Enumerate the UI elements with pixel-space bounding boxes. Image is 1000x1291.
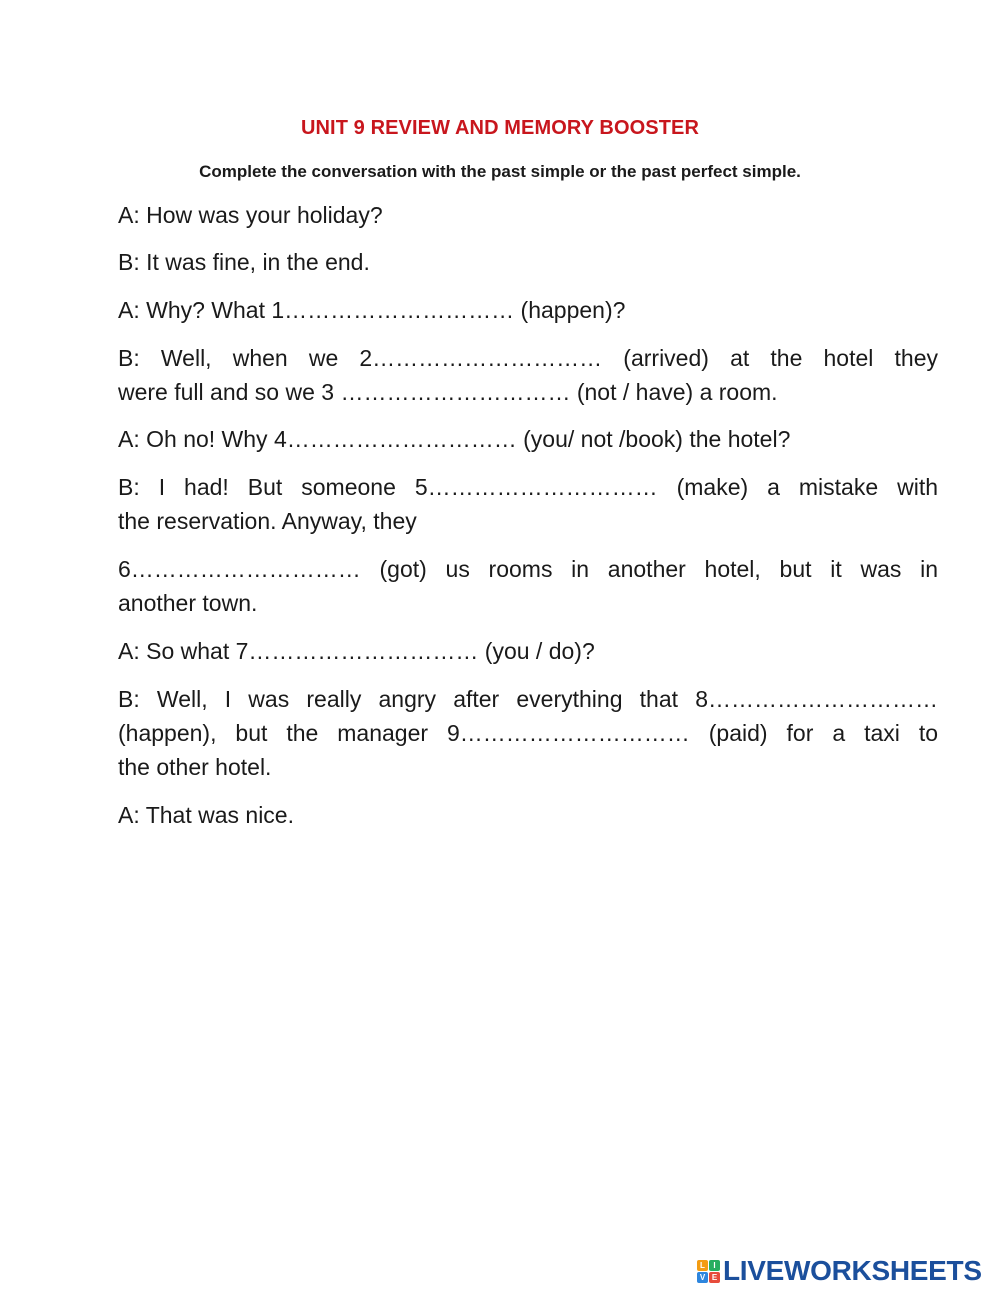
logo-mark-cell: I <box>709 1260 720 1271</box>
liveworksheets-logo-icon <box>697 1260 720 1283</box>
dialogue-line: A: How was your holiday? <box>118 202 383 228</box>
dialogue-line: the other hotel. <box>118 754 272 780</box>
dialogue-line: B: Well, I was really angry after everything that 8………………………… <box>118 686 938 712</box>
dialogue-line: B: It was fine, in the end. <box>118 249 370 275</box>
dialogue-line: A: Why? What 1………………………… (happen)? <box>118 297 626 323</box>
dialogue-line: A: That was nice. <box>118 802 294 828</box>
logo-mark-cell: L <box>697 1260 708 1271</box>
dialogue-line: (happen), but the manager 9………………………… (paid) for a taxi to <box>118 720 938 746</box>
dialogue-line: the reservation. Anyway, they <box>118 508 417 534</box>
instruction-text: Complete the conversation with the past simple or the past perfect simple. <box>199 162 801 181</box>
dialogue-line: another town. <box>118 590 258 616</box>
page-title: UNIT 9 REVIEW AND MEMORY BOOSTER <box>300 117 700 139</box>
dialogue-line: were full and so we 3 ………………………… (not / have) a room. <box>118 379 778 405</box>
dialogue-line: 6………………………… (got) us rooms in another hotel, but it was in <box>118 556 938 582</box>
logo-text: LIVEWORKSHEETS <box>723 1255 982 1286</box>
liveworksheets-logo <box>697 1256 982 1286</box>
dialogue-line: A: So what 7………………………… (you / do)? <box>118 638 595 664</box>
dialogue-line: B: Well, when we 2………………………… (arrived) at the hotel they <box>118 345 938 371</box>
dialogue-line: A: Oh no! Why 4………………………… (you/ not /book) the hotel? <box>118 426 791 452</box>
dialogue-line: B: I had! But someone 5………………………… (make) a mistake with <box>118 474 938 500</box>
logo-mark-cell: V <box>697 1272 708 1283</box>
logo-mark-cell: E <box>709 1272 720 1283</box>
